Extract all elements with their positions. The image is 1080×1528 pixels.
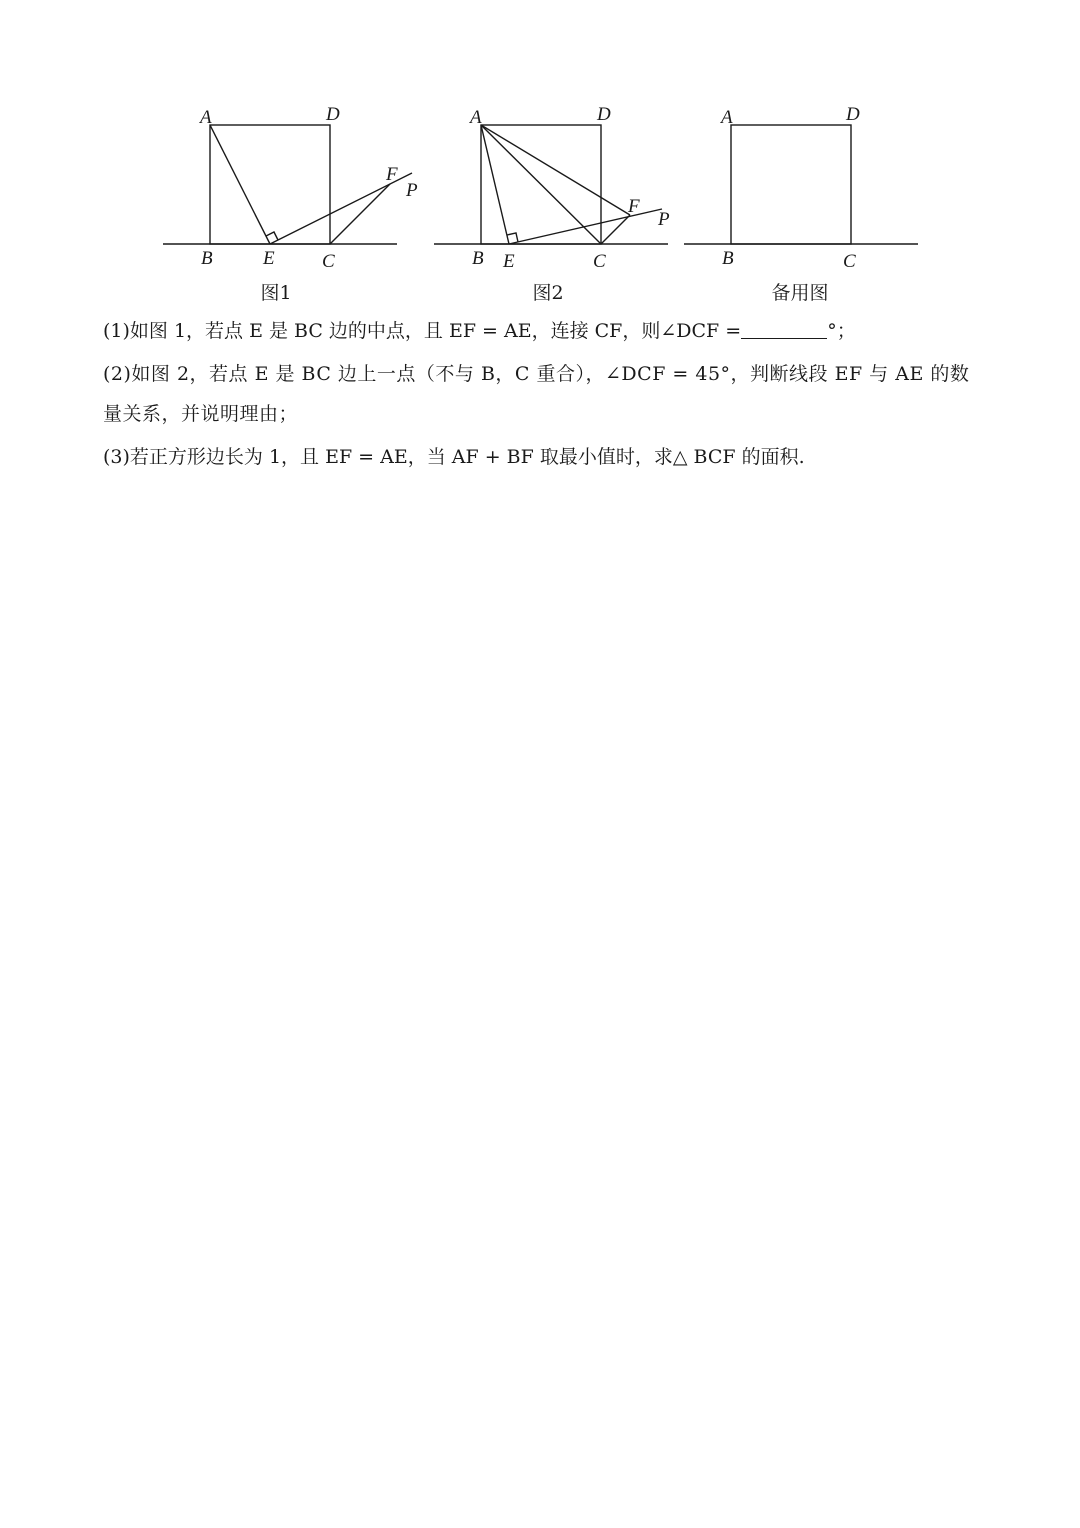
fig2-label-f: F [628, 196, 640, 217]
figure-2-drawing [434, 125, 668, 244]
fig1-label-c: C [322, 251, 335, 272]
fig2-label-a: A [470, 107, 482, 128]
fig1-label-f: F [386, 164, 398, 185]
fig3-label-a: A [721, 107, 733, 128]
question-1 [103, 311, 983, 351]
fig2-label-p: P [658, 209, 670, 230]
question-3: (3)若正方形边长为 1，且 EF = AE，当 AF + BF 取最小值时，求△ BCF 的面积. [103, 446, 805, 468]
figure-1-drawing [163, 125, 412, 244]
fig2-label-b: B [472, 248, 484, 269]
fig3-square [731, 125, 851, 244]
figure-1-caption: 图1 [260, 282, 292, 304]
answer-blank [741, 318, 827, 339]
fig1-label-p: P [406, 180, 418, 201]
fig1-square [210, 125, 330, 244]
fig2-diagonal-ac [481, 125, 601, 244]
fig2-label-d: D [597, 104, 611, 125]
fig3-label-c: C [843, 251, 856, 272]
question-1-text: (1)如图 1，若点 E 是 BC 边的中点，且 EF = AE，连接 CF，则∠DCF = [103, 320, 742, 342]
fig3-label-b: B [722, 248, 734, 269]
fig2-label-e: E [503, 251, 515, 272]
question-1-suffix: °； [827, 320, 856, 342]
figure-3-caption: 备用图 [771, 282, 829, 304]
fig1-label-a: A [200, 107, 212, 128]
question-list [103, 308, 983, 480]
fig2-segment-af [481, 125, 630, 215]
figure-2-caption: 图2 [532, 282, 564, 304]
fig1-label-b: B [201, 248, 213, 269]
fig1-label-d: D [326, 104, 340, 125]
fig1-label-e: E [263, 248, 275, 269]
figure-3-drawing [684, 125, 918, 244]
fig1-segment-ae [210, 125, 270, 244]
figures-row [0, 0, 1080, 310]
question-2: (2)如图 2，若点 E 是 BC 边上一点（不与 B，C 重合），∠DCF = 45°，判断线段 EF 与 AE 的数量关系，并说明理由； [103, 363, 970, 425]
geometry-figures [0, 0, 1080, 310]
fig3-label-d: D [846, 104, 860, 125]
fig2-segment-ae [481, 125, 509, 244]
fig1-segment-cf [330, 184, 390, 244]
fig2-label-c: C [593, 251, 606, 272]
